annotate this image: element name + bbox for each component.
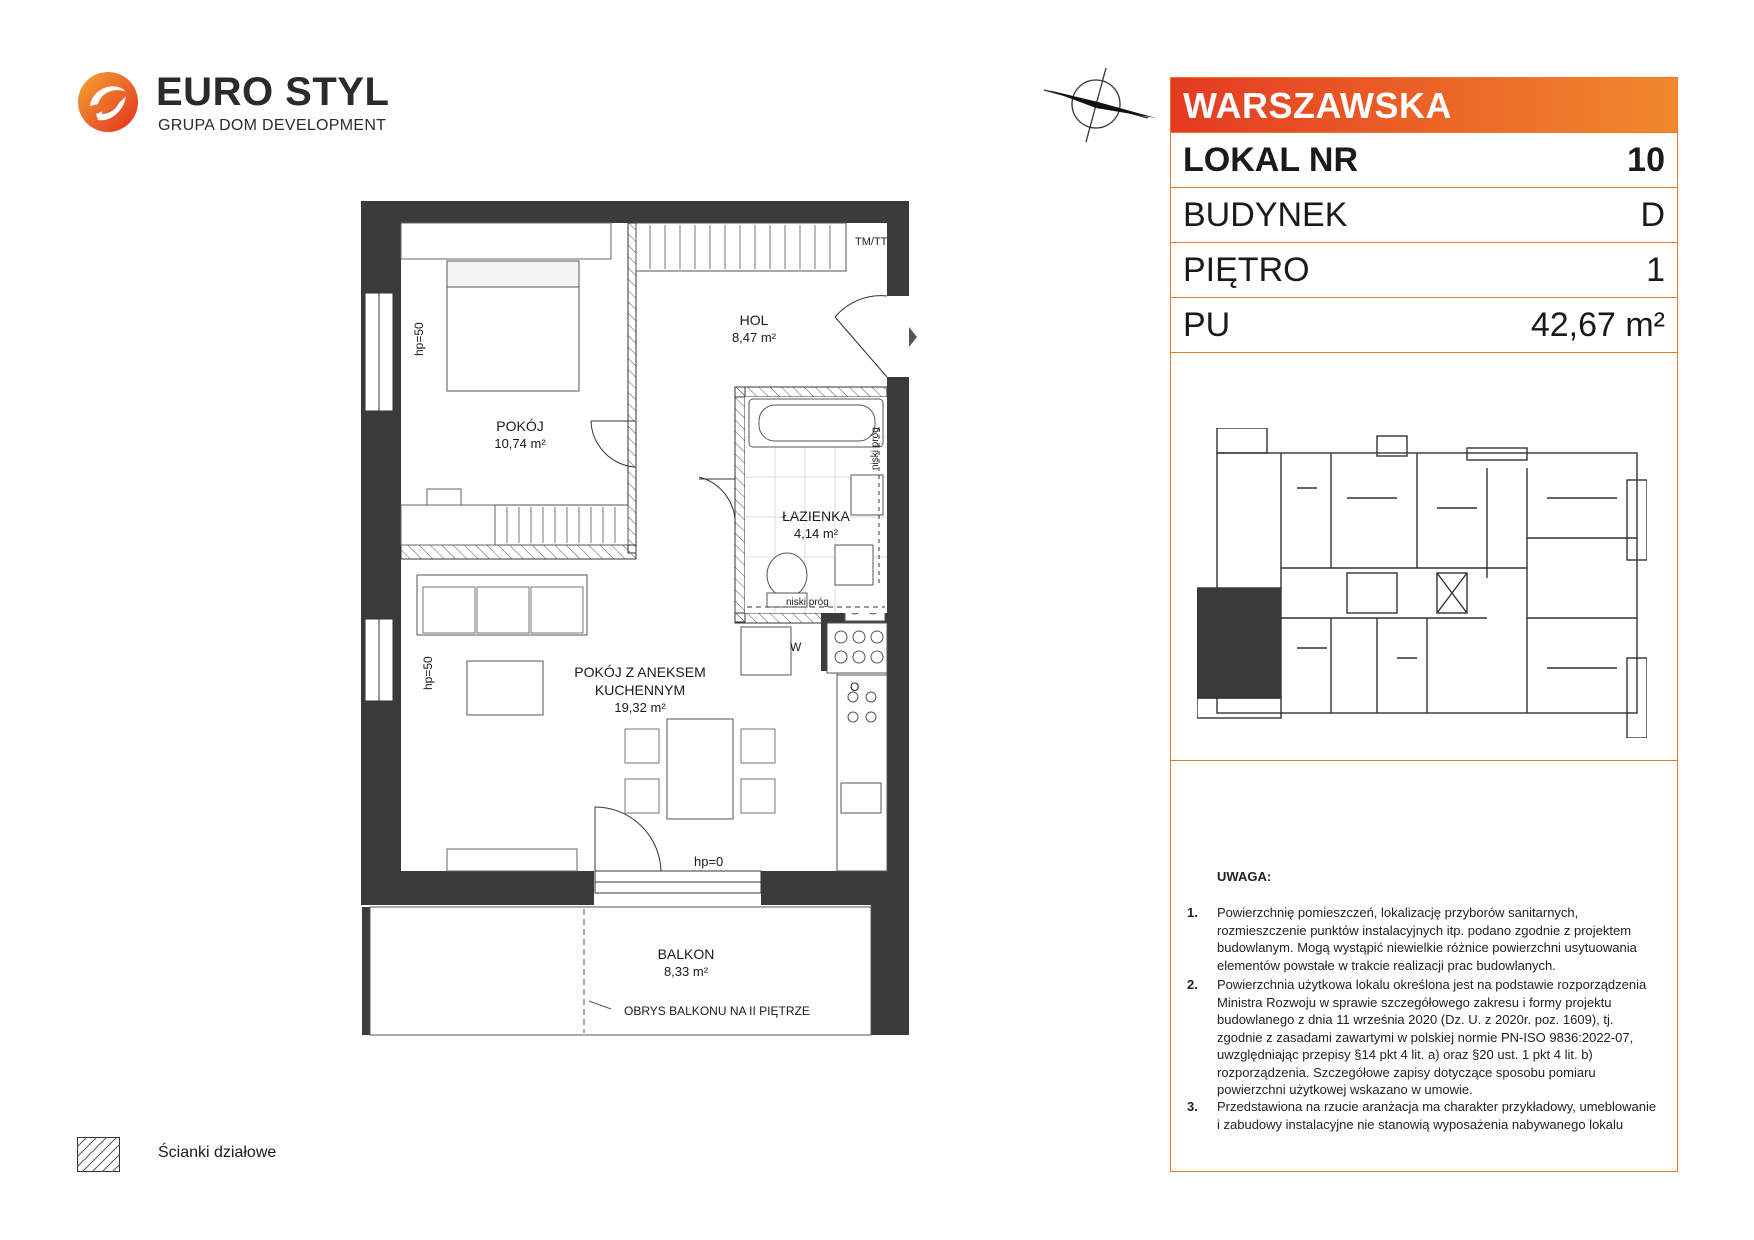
row-pu-label: PU: [1183, 306, 1231, 344]
note-text: Powierzchnia użytkowa lokalu określona jest na podstawie rozporządzenia Ministra Rozwoju w sprawie szczegółowego zakresu i formy projektu budowlanego z dnia 11 września 2020 (Dz. U. z 2020r. poz. 1609), tj. zgodnie z zasadami zawartymi w polskiej normie PN-ISO 9836:2022-07, uwzględniając przepisy §14 pkt 4 lit. a) oraz §20 ust. 1 pkt 4 lit. b) rozporządzenia. Szczegółowe zapisy dotyczące sposobu pomiaru powierzchni użytkowej wskazano w umowie.: [1217, 977, 1647, 1097]
row-pu-value: 42,67 m²: [1530, 306, 1665, 344]
brand-name: EURO STYL: [156, 70, 390, 114]
room-living-name-line1: POKÓJ Z ANEKSEM: [574, 664, 706, 680]
room-living-area: 19,32 m²: [614, 700, 666, 715]
room-hol-area: 8,47 m²: [731, 330, 777, 345]
brand-tagline: GRUPA DOM DEVELOPMENT: [158, 117, 387, 134]
note-number: 2.: [1187, 977, 1198, 992]
balcony-outline-label: OBRYS BALKONU NA II PIĘTRZE: [624, 1004, 810, 1018]
row-budynek-label: BUDYNEK: [1183, 196, 1348, 234]
room-pokoj-name: POKÓJ: [496, 418, 544, 434]
row-lokal-value: 10: [1627, 141, 1665, 179]
hp-zero-label: hp=0: [694, 854, 724, 869]
niski-prog-label-2: niski próg: [870, 427, 881, 470]
niski-prog-label-1: niski próg: [786, 597, 829, 608]
row-budynek-value: D: [1640, 196, 1665, 234]
room-living-name-line2: KUCHENNYM: [594, 682, 686, 698]
row-budynek: [1171, 187, 1677, 242]
row-pietro-label: PIĘTRO: [1183, 251, 1310, 289]
info-panel: [1170, 77, 1678, 1172]
w-label: W: [790, 640, 802, 654]
north-compass-icon: [1040, 66, 1160, 146]
investment-name: WARSZAWSKA: [1183, 85, 1452, 126]
legend-label: Ścianki działowe: [158, 1144, 277, 1161]
notes-title: UWAGA:: [1217, 869, 1272, 884]
room-balkon-area: 8,33 m²: [663, 964, 709, 979]
room-pokoj-area: 10,74 m²: [494, 436, 546, 451]
o-label: O: [850, 680, 860, 694]
room-hol-name: HOL: [739, 312, 769, 328]
room-balkon-name: BALKON: [657, 946, 715, 962]
row-pietro: [1171, 242, 1677, 297]
building-key-plan: [1197, 428, 1647, 738]
investment-header: [1171, 78, 1677, 132]
note-text: Przedstawiona na rzucie aranżacja ma charakter przykładowy, umeblowanie i zabudowy instalacyjne nie stanowią wyposażenia nabywanego lokalu: [1217, 1099, 1657, 1132]
row-lokal: [1171, 132, 1677, 187]
tm-tt-label: TM/TT: [855, 236, 888, 248]
row-lokal-label: LOKAL NR: [1183, 141, 1359, 179]
hp-top-label: hp=50: [412, 322, 426, 356]
hp-mid-label: hp=50: [421, 656, 435, 690]
note-number: 1.: [1187, 905, 1198, 920]
row-pu: [1171, 297, 1677, 352]
room-lazienka-area: 4,14 m²: [793, 526, 839, 541]
apartment-floor-plan: [360, 200, 920, 1050]
room-lazienka-name: ŁAZIENKA: [782, 508, 850, 524]
note-number: 3.: [1187, 1099, 1198, 1114]
row-pietro-value: 1: [1646, 251, 1665, 289]
euro-styl-logo-icon: [76, 70, 140, 134]
note-text: Powierzchnię pomieszczeń, lokalizację przyborów sanitarnych, rozmieszczenie punktów instalacyjnych itp. podano zgodnie z projektem budowlanym. Mogą wystąpić niewielkie różnice powierzchni usytuowania elementów powstałe w trakcie realizacji prac budowlanych.: [1217, 905, 1637, 973]
partition-wall-legend-icon: [77, 1137, 120, 1172]
